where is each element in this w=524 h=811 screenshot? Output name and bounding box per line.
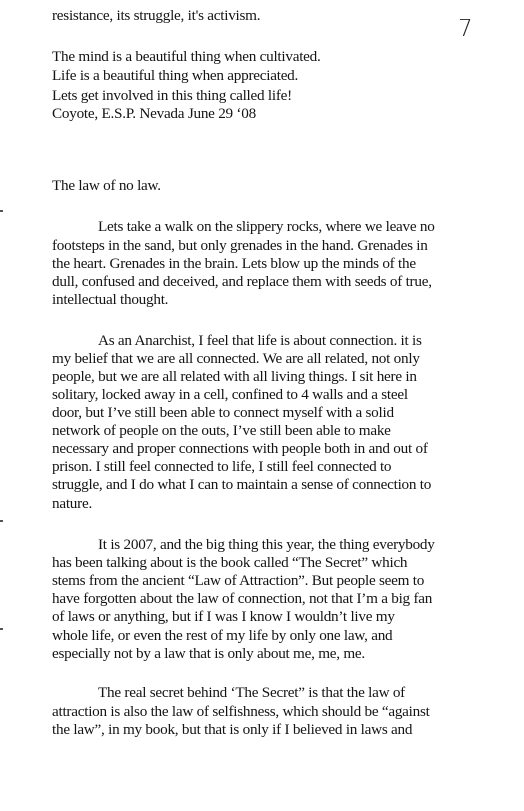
paragraph-line: Lets take a walk on the slippery rocks, where we leave no bbox=[98, 218, 435, 235]
paragraph-line: intellectual thought. bbox=[52, 291, 169, 308]
paragraph-line: door, but I’ve still been able to connect myself with a solid bbox=[52, 404, 394, 421]
scan-artifact bbox=[0, 520, 3, 522]
paragraph-line: The real secret behind ‘The Secret” is that the law of bbox=[98, 684, 405, 701]
paragraph-line: footsteps in the sand, but only grenades in the hand. Grenades in bbox=[52, 237, 428, 254]
paragraph-line: stems from the ancient “Law of Attraction”. But people seem to bbox=[52, 572, 425, 589]
paragraph-line: especially not by a law that is only about me, me, me. bbox=[52, 645, 365, 662]
essay-title: The law of no law. bbox=[52, 177, 161, 194]
paragraph-line: struggle, and I do what I can to maintain a sense of connection to bbox=[52, 476, 432, 493]
header-line: Lets get involved in this thing called life! bbox=[52, 87, 292, 104]
paragraph-line: prison. I still feel connected to life, I still feel connected to bbox=[52, 458, 392, 475]
scan-artifact bbox=[0, 628, 3, 630]
header-line: Life is a beautiful thing when appreciated. bbox=[52, 67, 299, 84]
scan-artifact bbox=[0, 210, 3, 212]
paragraph-line: whole life, or even the rest of my life by only one law, and bbox=[52, 627, 393, 644]
paragraph-line: the law”, in my book, but that is only if I believed in laws and bbox=[52, 721, 413, 738]
paragraph-line: nature. bbox=[52, 495, 92, 512]
header-line: The mind is a beautiful thing when cultivated. bbox=[52, 48, 321, 65]
paragraph-line: has been talking about is the book called “The Secret” which bbox=[52, 554, 408, 571]
paragraph-line: necessary and proper connections with people both in and out of bbox=[52, 440, 428, 457]
header-line: resistance, its struggle, it's activism. bbox=[52, 7, 261, 24]
paragraph-line: of laws or anything, but if I was I know I wouldn’t live my bbox=[52, 608, 395, 625]
paragraph-line: dull, confused and deceived, and replace them with seeds of true, bbox=[52, 273, 432, 290]
paragraph-line: As an Anarchist, I feel that life is about connection. it is bbox=[98, 332, 422, 349]
paragraph-line: attraction is also the law of selfishness, which should be “against bbox=[52, 703, 430, 720]
paragraph-line: network of people on the outs, I’ve still been able to make bbox=[52, 422, 391, 439]
paragraph-line: my belief that we are all connected. We are all related, not only bbox=[52, 350, 420, 367]
paragraph-line: It is 2007, and the big thing this year, the thing everybody bbox=[98, 536, 435, 553]
signature-line: Coyote, E.S.P. Nevada June 29 ‘08 bbox=[52, 105, 256, 122]
paragraph-line: people, but we are all related with all living things. I sit here in bbox=[52, 368, 417, 385]
paragraph-line: solitary, locked away in a cell, confined to 4 walls and a steel bbox=[52, 386, 408, 403]
paragraph-line: have forgotten about the law of connection, not that I’m a big fan bbox=[52, 590, 433, 607]
page-number: 7 bbox=[458, 16, 473, 42]
paragraph-line: the heart. Grenades in the brain. Lets blow up the minds of the bbox=[52, 255, 416, 272]
